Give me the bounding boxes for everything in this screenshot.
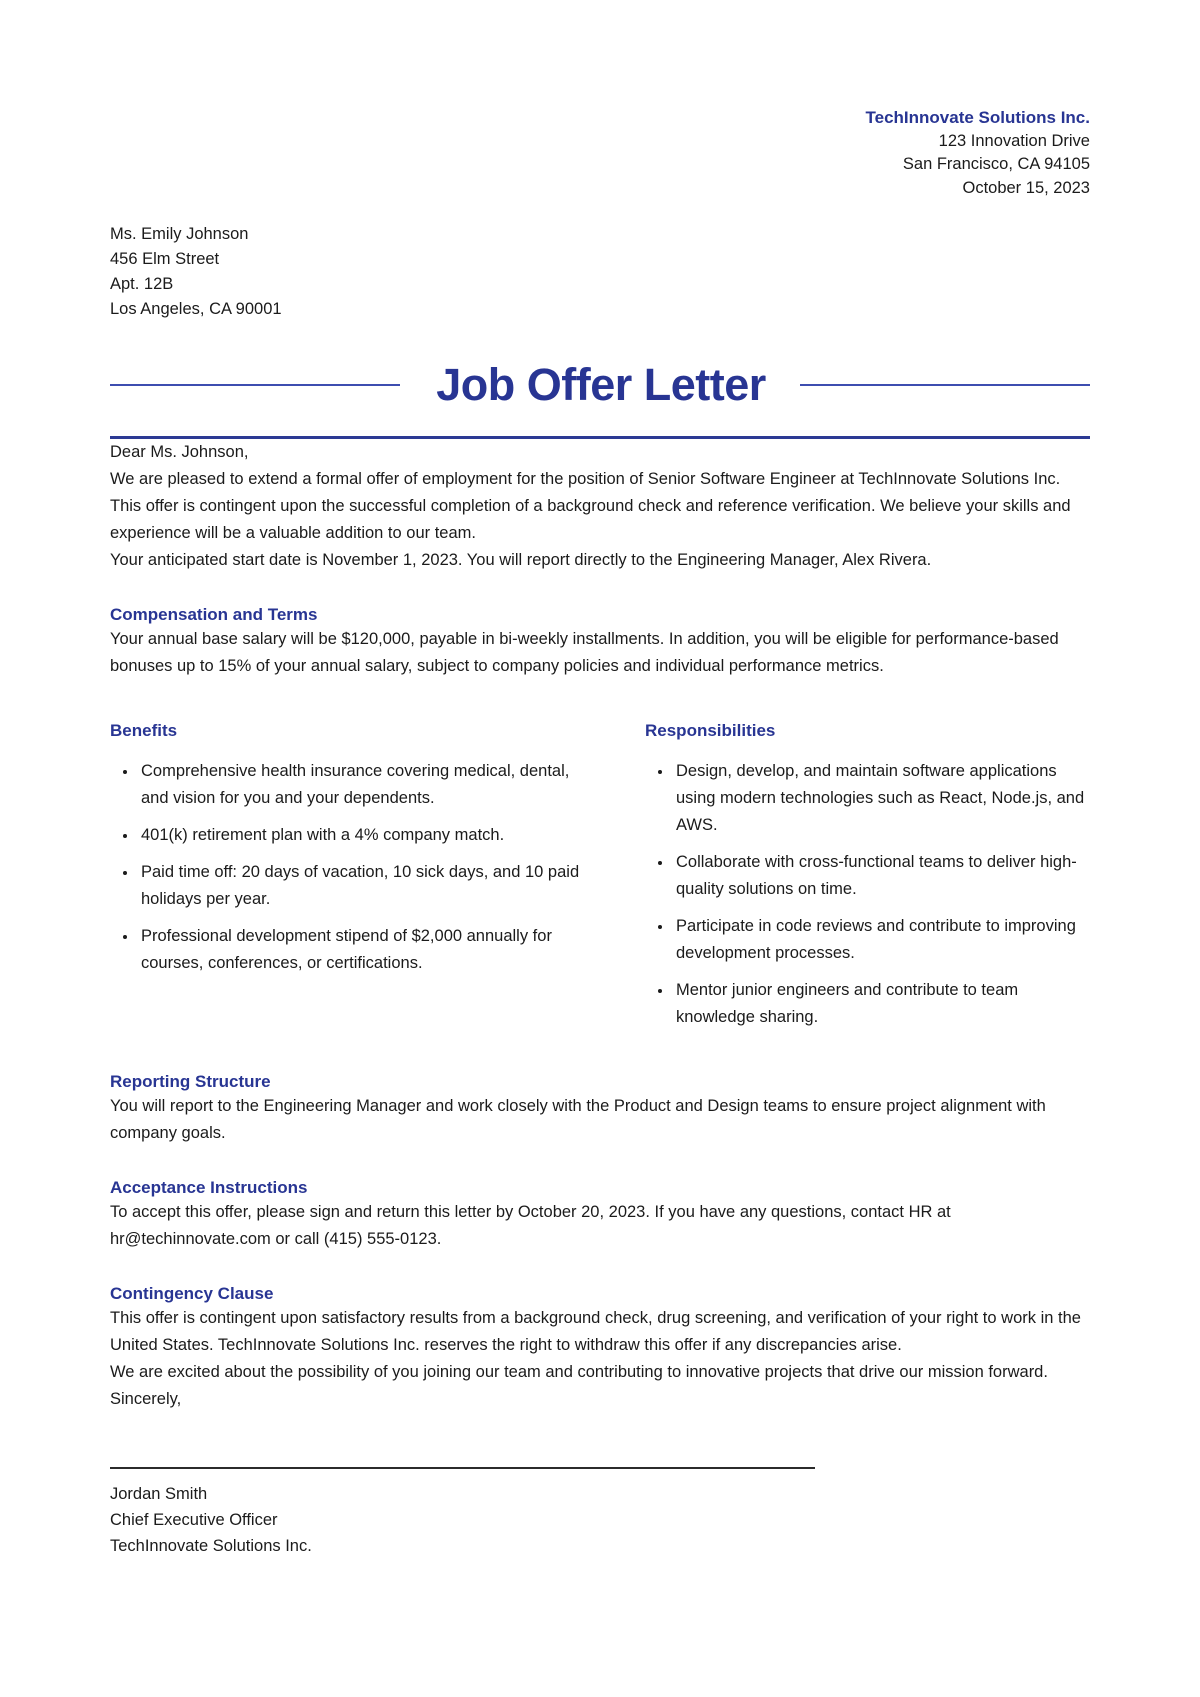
responsibilities-column bbox=[645, 720, 1090, 1041]
responsibilities-item: • Collaborate with cross-functional teams to deliver high-quality solutions on time. bbox=[673, 849, 1090, 903]
heading-reporting-structure: Reporting Structure bbox=[110, 1071, 271, 1091]
benefits-item: • Paid time off: 20 days of vacation, 10 sick days, and 10 paid holidays per year. bbox=[138, 859, 600, 913]
heading-responsibilities: Responsibilities bbox=[645, 720, 776, 740]
responsibilities-item: • Participate in code reviews and contribute to improving development processes. bbox=[673, 913, 1090, 967]
paragraph-reporting-structure: You will report to the Engineering Manager and work closely with the Product and Design teams to ensure project alignment with company goals. bbox=[110, 1096, 1046, 1142]
signature-block bbox=[110, 1481, 1090, 1560]
recipient-name: Ms. Emily Johnson bbox=[110, 225, 249, 243]
benefits-responsibilities-columns bbox=[110, 720, 1090, 1041]
benefits-item: • 401(k) retirement plan with a 4% company match. bbox=[138, 822, 600, 849]
letter-date: October 15, 2023 bbox=[962, 178, 1090, 197]
signer-title: Chief Executive Officer bbox=[110, 1510, 278, 1529]
benefits-column bbox=[110, 720, 600, 987]
responsibilities-list bbox=[645, 758, 1090, 1031]
salutation: Dear Ms. Johnson, bbox=[110, 442, 249, 461]
recipient-street: 456 Elm Street bbox=[110, 250, 220, 268]
heading-benefits: Benefits bbox=[110, 720, 178, 740]
page-title: Job Offer Letter bbox=[436, 359, 766, 410]
benefits-item: • Comprehensive health insurance covering medical, dental, and vision for you and your dependents. bbox=[138, 758, 600, 812]
paragraph-intro: We are pleased to extend a formal offer of employment for the position of Senior Software Engineer at TechInnovate Solutions Inc. This offer is contingent upon the successful completion of a background check and reference verification. We believe your skills and experience will be a valuable addition to our team. bbox=[110, 469, 1071, 542]
company-name: TechInnovate Solutions Inc. bbox=[865, 108, 1090, 127]
signer-name: Jordan Smith bbox=[110, 1484, 208, 1503]
heading-acceptance-instructions: Acceptance Instructions bbox=[110, 1177, 308, 1197]
title-rule-right bbox=[800, 384, 1090, 386]
paragraph-start-date: Your anticipated start date is November 1, 2023. You will report directly to the Engineering Manager, Alex Rivera. bbox=[110, 550, 932, 569]
paragraph-contingency-clause: This offer is contingent upon satisfactory results from a background check, drug screening, and verification of your right to work in the United States. TechInnovate Solutions Inc. reserves the right to withdraw this offer if any discrepancies arise. bbox=[110, 1308, 1081, 1354]
benefits-list bbox=[110, 758, 600, 977]
recipient-city: Los Angeles, CA 90001 bbox=[110, 300, 282, 318]
signer-company: TechInnovate Solutions Inc. bbox=[110, 1537, 312, 1556]
recipient-block bbox=[110, 222, 1090, 322]
paragraph-acceptance-instructions: To accept this offer, please sign and return this letter by October 20, 2023. If you have any questions, contact HR at hr@techinnovate.com or call (415) 555-0123. bbox=[110, 1202, 951, 1248]
responsibilities-item: • Design, develop, and maintain software applications using modern technologies such as React, Node.js, and AWS. bbox=[673, 758, 1090, 839]
heading-contingency-clause: Contingency Clause bbox=[110, 1283, 274, 1303]
signature-line bbox=[110, 1467, 815, 1469]
company-address-line-2: San Francisco, CA 94105 bbox=[902, 155, 1090, 173]
company-address-line-1: 123 Innovation Drive bbox=[938, 131, 1090, 150]
heading-compensation: Compensation and Terms bbox=[110, 604, 318, 624]
paragraph-closing: We are excited about the possibility of you joining our team and contributing to innovative projects that drive our mission forward. bbox=[110, 1362, 1048, 1381]
title-row bbox=[110, 360, 1090, 410]
recipient-apartment: Apt. 12B bbox=[110, 275, 174, 293]
signoff-word: Sincerely, bbox=[110, 1389, 182, 1408]
letterhead bbox=[110, 106, 1090, 200]
benefits-item: • Professional development stipend of $2,000 annually for courses, conferences, or certifications. bbox=[138, 923, 600, 977]
responsibilities-item: • Mentor junior engineers and contribute to team knowledge sharing. bbox=[673, 977, 1090, 1031]
paragraph-compensation: Your annual base salary will be $120,000, payable in bi-weekly installments. In addition, you will be eligible for performance-based bonuses up to 15% of your annual salary, subject to company policies and individual performance metrics. bbox=[110, 629, 1059, 675]
title-rule-left bbox=[110, 384, 400, 386]
